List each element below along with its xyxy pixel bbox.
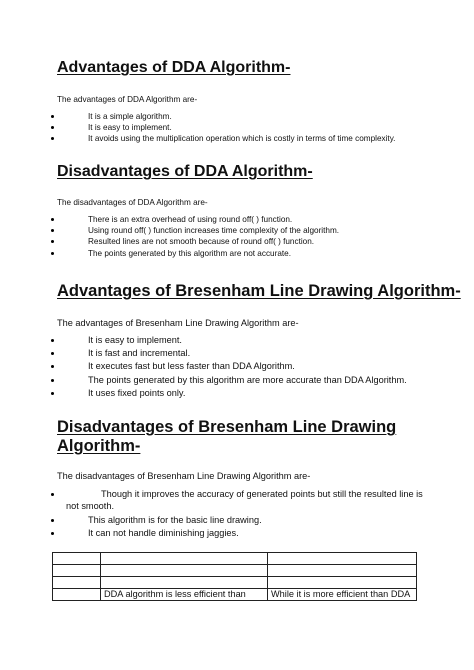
table-cell — [101, 565, 268, 577]
bullet-icon — [51, 519, 54, 522]
bullet-icon — [51, 229, 54, 232]
table-row — [53, 553, 417, 565]
list-item: It is easy to implement. — [51, 122, 395, 133]
intro-bresenham-advantages: The advantages of Bresenham Line Drawing Algorithm are- — [57, 318, 299, 328]
intro-dda-advantages: The advantages of DDA Algorithm are- — [57, 95, 198, 104]
list-bresenham-disadvantages — [51, 488, 423, 540]
bullet-icon — [51, 352, 54, 355]
bullet-icon — [51, 493, 54, 496]
list-dda-disadvantages — [51, 214, 339, 259]
list-dda-advantages — [51, 111, 395, 145]
table-row — [53, 565, 417, 577]
table-cell — [53, 577, 101, 589]
intro-bresenham-disadvantages: The disadvantages of Bresenham Line Drawing Algorithm are- — [57, 471, 311, 481]
table-cell — [268, 565, 417, 577]
list-item: It can not handle diminishing jaggies. — [51, 527, 423, 540]
list-item: The points generated by this algorithm are not accurate. — [51, 248, 339, 259]
list-item: It is easy to implement. — [51, 334, 407, 347]
heading-bresenham-disadvantages-line1: Disadvantages of Bresenham Line Drawing — [57, 418, 397, 436]
list-item: This algorithm is for the basic line drawing. — [51, 514, 423, 527]
bullet-icon — [51, 365, 54, 368]
bullet-icon — [51, 126, 54, 129]
list-item: Resulted lines are not smooth because of round off( ) function. — [51, 236, 339, 247]
heading-bresenham-advantages: Advantages of Bresenham Line Drawing Algorithm- — [57, 282, 461, 300]
bullet-icon — [51, 115, 54, 118]
comparison-table — [52, 552, 417, 601]
list-item: It avoids using the multiplication operation which is costly in terms of time complexity. — [51, 133, 395, 144]
bullet-icon — [51, 392, 54, 395]
table-cell — [53, 553, 101, 565]
list-item: It executes fast but less faster than DDA Algorithm. — [51, 360, 407, 373]
bullet-icon — [51, 379, 54, 382]
heading-bresenham-disadvantages-line2: Algorithm- — [57, 437, 141, 455]
table-cell — [268, 553, 417, 565]
table-row — [53, 577, 417, 589]
list-item: Though it improves the accuracy of generated points but still the resulted line is not smooth. — [51, 488, 423, 512]
table-cell — [53, 565, 101, 577]
heading-dda-disadvantages: Disadvantages of DDA Algorithm- — [57, 163, 313, 180]
table-cell — [101, 577, 268, 589]
list-item: There is an extra overhead of using round off( ) function. — [51, 214, 339, 225]
list-item: Using round off( ) function increases time complexity of the algorithm. — [51, 225, 339, 236]
table-cell: DDA algorithm is less efficient than — [101, 589, 268, 601]
intro-dda-disadvantages: The disadvantages of DDA Algorithm are- — [57, 198, 208, 207]
bullet-icon — [51, 218, 54, 221]
bullet-icon — [51, 137, 54, 140]
table-cell — [53, 589, 101, 601]
heading-dda-advantages: Advantages of DDA Algorithm- — [57, 59, 291, 76]
list-bresenham-advantages — [51, 334, 407, 400]
bullet-icon — [51, 532, 54, 535]
list-item: It is a simple algorithm. — [51, 111, 395, 122]
bullet-icon — [51, 252, 54, 255]
table-cell — [101, 553, 268, 565]
table-row — [53, 589, 417, 601]
table-cell — [268, 577, 417, 589]
list-item: The points generated by this algorithm are more accurate than DDA Algorithm. — [51, 374, 407, 387]
list-item: It is fast and incremental. — [51, 347, 407, 360]
table-cell: While it is more efficient than DDA — [268, 589, 417, 601]
bullet-icon — [51, 240, 54, 243]
list-item: It uses fixed points only. — [51, 387, 407, 400]
bullet-icon — [51, 339, 54, 342]
